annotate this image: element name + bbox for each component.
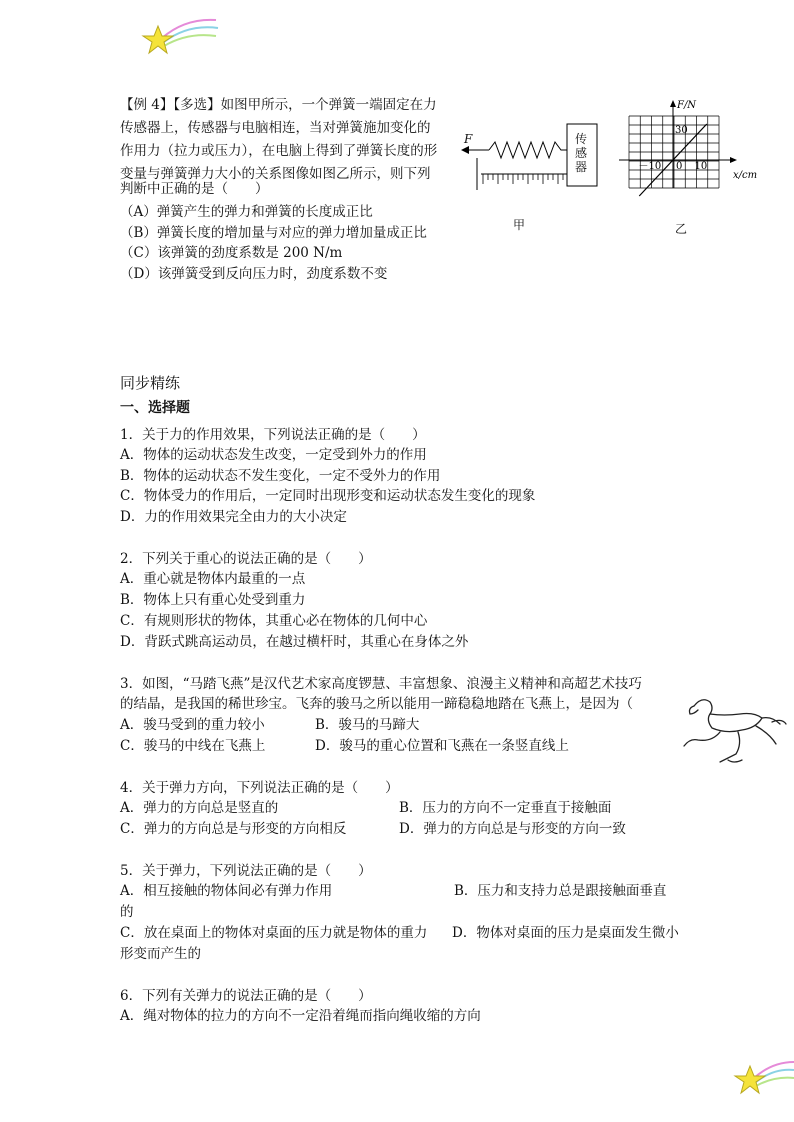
sensor-label: 传感器: [575, 132, 588, 174]
x-tick-label: －10: [638, 161, 662, 172]
q5-option-a: A．相互接触的物体间必有弹力作用: [120, 883, 333, 899]
flying-horse-icon: [676, 694, 788, 766]
decorative-star-icon-top: [140, 14, 220, 60]
q1-option-a: A．物体的运动状态发生改变，一定受到外力的作用: [120, 447, 427, 463]
figure-yi-caption: 乙: [675, 222, 688, 236]
q3-option-c: C．骏马的中线在飞燕上: [120, 738, 266, 754]
q3-option-d: D．骏马的重心位置和飞燕在一条竖直线上: [315, 738, 569, 754]
example4-line-5: 判断中正确的是（ ）: [120, 181, 269, 197]
example4-option-a: （A）弹簧产生的弹力和弹簧的长度成正比: [120, 204, 373, 220]
q4-option-a: A．弹力的方向总是竖直的: [120, 800, 279, 816]
q1-option-b: B．物体的运动状态不发生变化，一定不受外力的作用: [120, 468, 441, 484]
q2-option-d: D．背跃式跳高运动员，在越过横杆时，其重心在身体之外: [120, 634, 469, 650]
force-label: F: [464, 132, 473, 146]
figure-jia-caption: 甲: [513, 218, 526, 232]
decorative-star-icon-bottom: [732, 1056, 794, 1100]
q2-option-a: A．重心就是物体内最重的一点: [120, 571, 306, 587]
q4-option-b: B．压力的方向不一定垂直于接触面: [399, 800, 612, 816]
q1-stem: 1．关于力的作用效果，下列说法正确的是（ ）: [120, 427, 426, 443]
q5-option-c: C．放在桌面上的物体对桌面的压力就是物体的重力: [120, 925, 428, 941]
q5-option-d: D．物体对桌面的压力是桌面发生微小: [452, 925, 679, 941]
q3-stem-line-1: 3．如图，“马踏飞燕”是汉代艺术家高度锣慧、丰富想象、浪漫主义精神和高超艺术技巧: [120, 676, 642, 692]
example4-line-4: 变量与弹簧弹力大小的关系图像如图乙所示，则下列: [120, 166, 431, 182]
q3-option-a: A．骏马受到的重力较小: [120, 717, 265, 733]
q5-option-b-wrap: 的: [120, 904, 134, 920]
q1-option-c: C．物体受力的作用后，一定同时出现形变和运动状态发生变化的现象: [120, 488, 536, 504]
force-extension-chart: [615, 98, 765, 232]
q5-option-d-wrap: 形变而产生的: [120, 946, 201, 962]
q4-option-d: D．弹力的方向总是与形变的方向一致: [399, 821, 626, 837]
x-axis-label: x/cm: [733, 170, 758, 181]
example4-line-3: 作用力（拉力或压力），在电脑上得到了弹簧长度的形: [120, 143, 438, 159]
q4-option-c: C．弹力的方向总是与形变的方向相反: [120, 821, 347, 837]
section-heading: 一、选择题: [120, 400, 190, 416]
y-axis-arrow: [670, 100, 676, 107]
example4-option-b: （B）弹簧长度的增加量与对应的弹力增加量成正比: [120, 225, 427, 241]
practice-title: 同步精练: [120, 374, 181, 392]
y-axis-label: F/N: [677, 100, 697, 111]
x-tick-label: 10: [694, 161, 708, 172]
q4-stem: 4．关于弹力方向，下列说法正确的是（ ）: [120, 780, 399, 796]
y-tick-30: 30: [675, 125, 688, 136]
q6-stem: 6．下列有关弹力的说法正确的是（ ）: [120, 988, 372, 1004]
example4-option-c: （C）该弹簧的劲度系数是 200 N/m: [120, 245, 343, 261]
figure-yi: [615, 98, 765, 236]
example4-line-1: 【例 4】【多选】如图甲所示，一个弹簧一端固定在力: [120, 97, 437, 113]
example4-option-d: （D）该弹簧受到反向压力时，劲度系数不变: [120, 266, 388, 282]
q3-option-b: B．骏马的马蹄大: [315, 717, 420, 733]
example4-line-2: 传感器上，传感器与电脑相连，当对弹簧施加变化的: [120, 120, 431, 136]
q2-option-c: C．有规则形状的物体，其重心必在物体的几何中心: [120, 613, 428, 629]
q1-option-d: D．力的作用效果完全由力的大小决定: [120, 509, 347, 525]
q2-option-b: B．物体上只有重心处受到重力: [120, 592, 306, 608]
x-axis-arrow: [730, 157, 737, 163]
q2-stem: 2．下列关于重心的说法正确的是（ ）: [120, 551, 372, 567]
q3-stem-line-2: 的结晶，是我国的稀世珍宝。飞奔的骏马之所以能用一蹄稳稳地踏在飞燕上，是因为（: [120, 696, 633, 712]
q5-stem: 5．关于弹力，下列说法正确的是（ ）: [120, 863, 372, 879]
q5-option-b: B．压力和支持力总是跟接触面垂直: [454, 883, 667, 899]
q6-option-a: A．绳对物体的拉力的方向不一定沿着绳而指向绳收缩的方向: [120, 1008, 481, 1024]
x-tick-label: 0: [676, 161, 683, 172]
figure-jia: [455, 120, 605, 232]
